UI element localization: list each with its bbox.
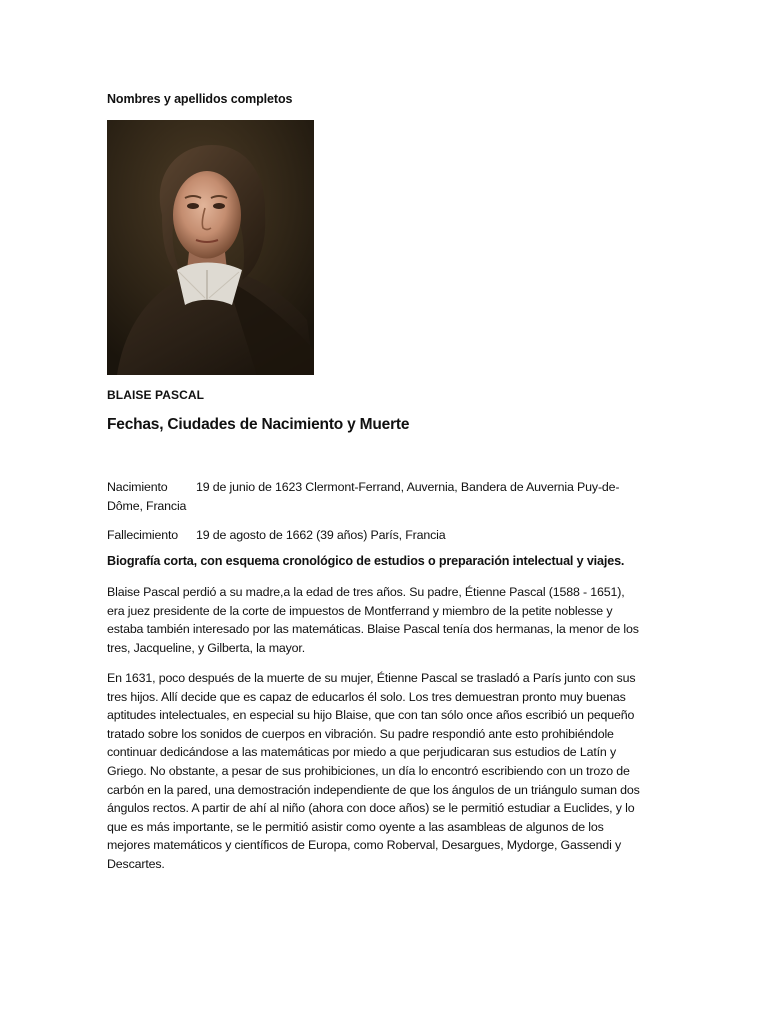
death-row — [107, 526, 642, 545]
biography-paragraph-2: En 1631, poco después de la muerte de su mujer, Étienne Pascal se trasladó a París junto con sus tres hijos. Allí decide que es capaz de educarlos él solo. Los tres demuestran pronto muy buenas aptitudes intelectuales, en especial su hijo Blaise, que con tan sólo once años escribió un pequeño tratado sobre los sonidos de cuerpos en vibración. Su padre respondió ante esto prohibiéndole continuar dedicándose a las matemáticas por miedo a que perjudicaran sus estudios de Latín y Griego. No obstante, a pesar de sus prohibiciones, un día lo encontró escribiendo con un trozo de carbón en la pared, una demostración independiente de que los ángulos de un triángulo suman dos ángulos rectos. A partir de ahí al niño (ahora con doce años) se le permitió estudiar a Euclides, y lo que es más importante, se le permitió asistir como oyente a las asambleas de algunos de los mejores matemáticos y científicos de Europa, como Roberval, Desargues, Mydorge, Gassendi y Descartes. — [107, 671, 640, 871]
dates-heading: Fechas, Ciudades de Nacimiento y Muerte — [107, 416, 410, 433]
birth-label: Nacimiento — [107, 480, 168, 494]
portrait-illustration — [107, 120, 314, 375]
birth-value-line1: 19 de junio de 1623 Clermont-Ferrand, Auvernia, Bandera de Auvernia Puy-de- — [196, 480, 620, 494]
portrait-image — [107, 120, 314, 375]
person-name: BLAISE PASCAL — [107, 388, 205, 402]
death-value: 19 de agosto de 1662 (39 años) París, Francia — [196, 528, 446, 542]
birth-row — [107, 478, 642, 515]
birth-value-line2: Dôme, Francia — [107, 498, 187, 513]
death-label: Fallecimiento — [107, 528, 179, 542]
biography-paragraph-1: Blaise Pascal perdió a su madre,a la edad de tres años. Su padre, Étienne Pascal (1588 - 1651), era juez presidente de la corte de impuestos de Montferrand y miembro de la petite noblesse y estaba también interesado por las matemáticas. Blaise Pascal tenía dos hermanas, la menor de los tres, Jacqueline, y Gilberta, la mayor. — [107, 585, 639, 655]
biography-heading: Biografía corta, con esquema cronológico de estudios o preparación intelectual y viajes. — [107, 554, 625, 568]
section-label-full-name: Nombres y apellidos completos — [107, 92, 293, 106]
